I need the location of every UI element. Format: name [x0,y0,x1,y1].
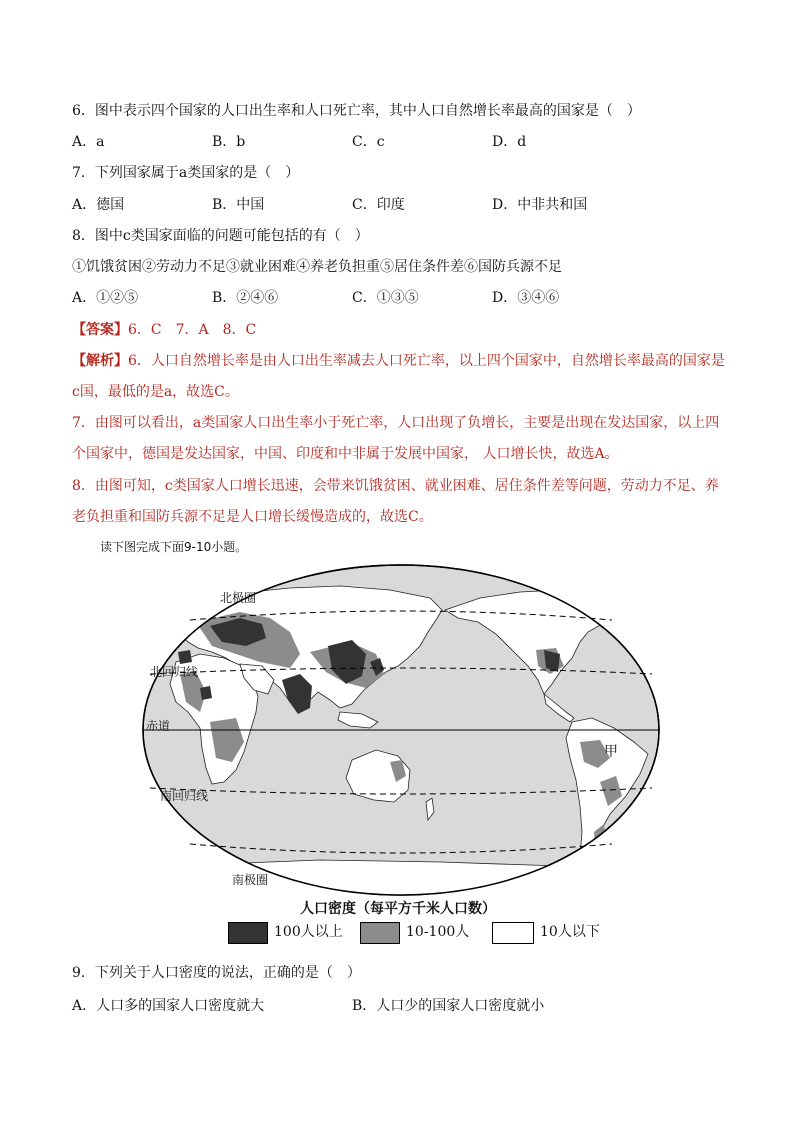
legend-swatch-dense [228,922,268,944]
legend-label-dense: 100人以上 [274,924,343,940]
q8-stem: 8．图中c类国家面临的问题可能包括的有（ ） [72,228,369,244]
q9-option-a: A．人口多的国家人口密度就大 [72,998,265,1014]
q6-option-d: D．d [492,134,527,150]
answer-line [72,320,256,340]
q8-items: ①饥饿贫困②劳动力不足③就业困难④养老负担重⑤居住条件差⑥国防兵源不足 [72,259,562,275]
label-jia: 甲 [604,744,618,760]
label-tropic-of-cancer: 北回归线 [150,665,199,679]
answer-text: 6．C 7．A 8．C [128,322,257,338]
analysis-line-1 [72,351,725,371]
analysis-line-4: 个国家中，德国是发达国家，中国、印度和中非属于发展中国家， 人口增长快，故选A。 [72,446,619,462]
legend-label-medium: 10-100人 [406,924,470,940]
q7-stem: 7．下列国家属于a类国家的是（ ） [72,165,300,181]
legend-swatch-sparse [492,922,534,944]
label-equator: 赤道 [146,719,171,733]
q7-option-d: D．中非共和国 [492,197,588,213]
q6-option-c: C．c [352,134,385,150]
analysis-text-1: 6．人口自然增长率是由人口出生率减去人口死亡率，以上四个国家中，自然增长率最高的国家是 [128,353,725,369]
q6-stem: 6．图中表示四个国家的人口出生率和人口死亡率，其中人口自然增长率最高的国家是（ ） [72,103,641,119]
q7-option-a: A．德国 [72,197,125,213]
q6-option-a: A．a [72,134,105,150]
q7-option-b: B．中国 [212,197,265,213]
q9-option-b: B．人口少的国家人口密度就小 [352,998,545,1014]
analysis-line-2: c国，最低的是a，故选C。 [72,384,239,400]
land-antarctica [140,860,662,898]
legend-swatch-medium [360,922,400,944]
analysis-line-6: 老负担重和国防兵源不足是人口增长缓慢造成的，故选C。 [72,509,433,525]
population-density-map [140,562,662,898]
q9-stem: 9．下列关于人口密度的说法，正确的是（ ） [72,965,361,981]
legend-title: 人口密度（每平方千米人口数） [300,901,496,917]
q8-option-c: C．①③⑤ [352,290,419,306]
land-greenland [588,576,638,610]
q6-option-b: B．b [212,134,246,150]
legend-label-sparse: 10人以下 [540,924,600,940]
analysis-line-3: 7．由图可以看出，a类国家人口出生率小于死亡率，人口出现了负增长，主要是出现在发达国家，以上四 [72,415,720,431]
q8-option-b: B．②④⑥ [212,290,279,306]
analysis-tag: 【解析】 [72,353,128,369]
q8-option-a: A．①②⑤ [72,290,139,306]
q8-option-d: D．③④⑥ [492,290,560,306]
q7-option-c: C．印度 [352,197,405,213]
analysis-line-5: 8．由图可知，c类国家人口增长迅速，会带来饥饿贫困、就业困难、居住条件差等问题，劳动力不足、养 [72,478,719,494]
answer-tag: 【答案】 [72,322,128,338]
map-caption: 读下图完成下面9-10小题。 [100,540,248,554]
label-arctic-circle: 北极圈 [220,591,257,605]
label-tropic-of-capricorn: 南回归线 [160,789,209,803]
label-antarctic-circle: 南极圈 [232,873,269,887]
